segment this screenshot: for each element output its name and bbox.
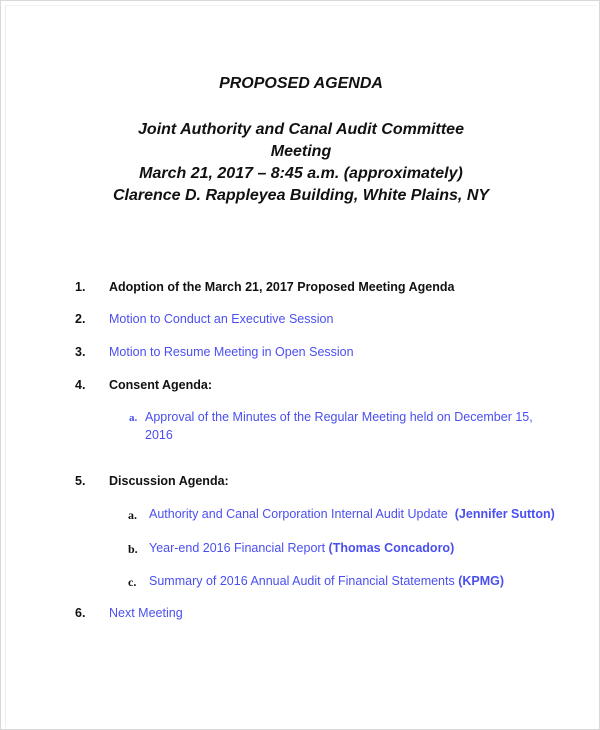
- item-text: Adoption of the March 21, 2017 Proposed Meeting Agenda: [109, 280, 455, 294]
- item-text: Discussion Agenda:: [109, 474, 229, 488]
- subitem-presenter: (KPMG): [458, 574, 505, 588]
- item-number: 5.: [75, 474, 86, 488]
- item-number: 4.: [75, 378, 86, 392]
- subitem-text: Authority and Canal Corporation Internal Audit Update: [149, 507, 448, 521]
- heading-line-meeting: Meeting: [270, 143, 332, 160]
- item-number: 6.: [75, 606, 86, 620]
- heading-line-location: Clarence D. Rappleyea Building, White Plains, NY: [112, 187, 490, 204]
- subitem-text: Year-end 2016 Financial Report: [149, 541, 326, 555]
- item-number: 3.: [75, 345, 86, 359]
- subitem-letter: b.: [128, 542, 138, 556]
- subitem-internal-audit[interactable]: [149, 505, 555, 523]
- subitem-link-approval-minutes[interactable]: [145, 408, 533, 444]
- page-edge: [5, 5, 6, 727]
- subitem-financial-report[interactable]: [149, 539, 454, 557]
- item-number: 2.: [75, 312, 86, 326]
- heading-line-date: March 21, 2017 – 8:45 a.m. (approximately): [139, 165, 463, 182]
- subitem-letter: a.: [129, 412, 138, 424]
- subitem-text-line: Approval of the Minutes of the Regular Meeting held on December 15,: [145, 410, 533, 424]
- subitem-presenter: (Thomas Concadoro): [328, 541, 455, 555]
- meeting-heading: [0, 119, 600, 207]
- item-number: 1.: [75, 280, 86, 294]
- item-link-open-session[interactable]: Motion to Resume Meeting in Open Session: [109, 345, 354, 359]
- subitem-annual-audit[interactable]: [149, 572, 504, 590]
- subitem-letter: c.: [128, 575, 137, 589]
- subitem-text-line: 2016: [145, 428, 173, 442]
- document-title: PROPOSED AGENDA: [219, 75, 383, 92]
- heading-line-committee: Joint Authority and Canal Audit Committee: [138, 121, 464, 138]
- subitem-presenter: (Jennifer Sutton): [454, 507, 555, 521]
- item-link-next-meeting[interactable]: Next Meeting: [109, 606, 183, 620]
- subitem-text: Summary of 2016 Annual Audit of Financial Statements: [149, 574, 455, 588]
- item-text: Consent Agenda:: [109, 378, 213, 392]
- page-edge: [5, 5, 597, 6]
- subitem-letter: a.: [128, 508, 137, 522]
- item-link-executive-session[interactable]: Motion to Conduct an Executive Session: [109, 312, 334, 326]
